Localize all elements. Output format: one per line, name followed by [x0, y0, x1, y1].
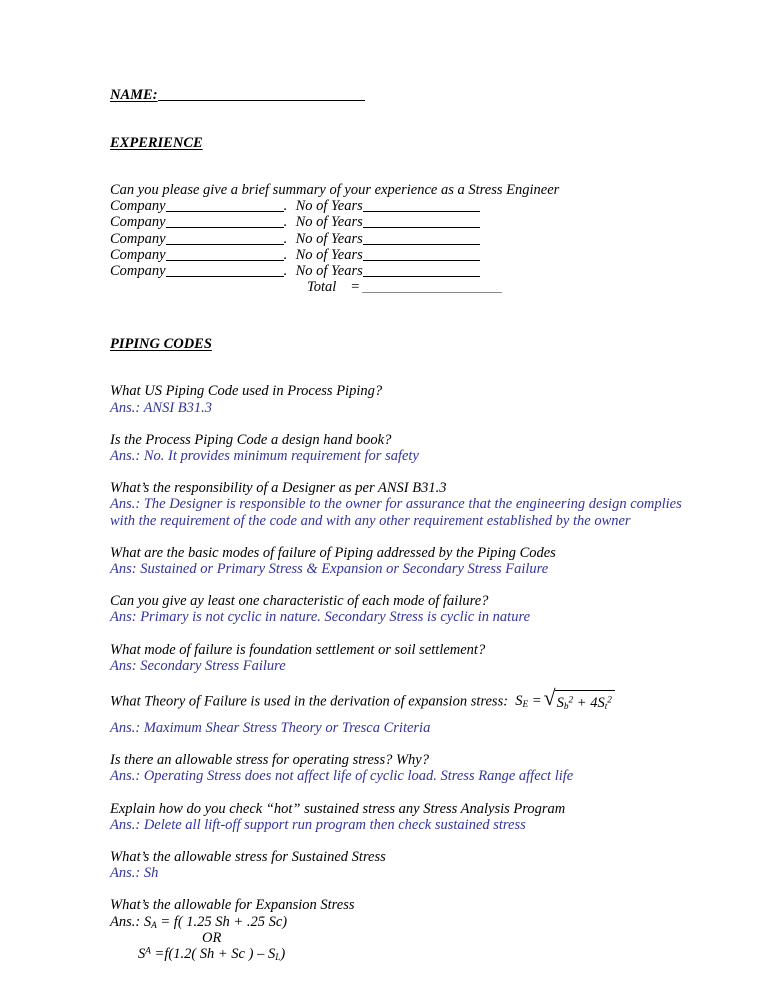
company-label: Company: [110, 262, 166, 279]
years-input-blank[interactable]: [363, 260, 480, 261]
company-input-blank[interactable]: [166, 227, 284, 228]
years-input-blank[interactable]: [363, 227, 480, 228]
company-input-blank[interactable]: [166, 276, 284, 277]
question-text: What Theory of Failure is used in the derivation of expansion stress:: [110, 693, 509, 710]
experience-total-row: [110, 279, 690, 295]
section-heading-piping-codes: PIPING CODES: [110, 336, 212, 353]
experience-intro: Can you please give a brief summary of your experience as a Stress Engineer: [110, 182, 560, 198]
qa-block: [110, 432, 690, 464]
years-label: No of Years: [295, 230, 363, 247]
radicand-term1-var: S: [556, 694, 564, 711]
qa-block: [110, 480, 690, 529]
spacer: [110, 295, 690, 335]
answer-text: Ans.: Maximum Shear Stress Theory or Tresca Criteria: [110, 719, 431, 736]
name-field-row: [110, 86, 690, 104]
experience-row: [110, 214, 690, 230]
formula-or-label: OR: [202, 929, 222, 946]
section-heading-experience-wrap: [110, 134, 690, 152]
qa-block: [110, 752, 690, 784]
total-equals-sign: =: [350, 279, 361, 296]
company-label: Company: [110, 246, 166, 263]
question-text: What are the basic modes of failure of Piping addressed by the Piping Codes: [110, 544, 556, 561]
row-separator: .: [283, 262, 288, 279]
answer-text: Ans.: Sh: [110, 865, 159, 882]
spacer: [110, 353, 690, 383]
question-text: What’s the responsibility of a Designer as per ANSI B31.3: [110, 480, 447, 497]
name-field-label: NAME:: [110, 87, 158, 103]
total-label: Total: [307, 279, 337, 296]
experience-row: [110, 231, 690, 247]
formula-lhs-subscript: E: [522, 700, 529, 711]
question-text: Can you give ay least one characteristic of each mode of failure?: [110, 593, 489, 610]
years-label: No of Years: [295, 214, 363, 231]
answer-text: Ans: Primary is not cyclic in nature. Secondary Stress is cyclic in nature: [110, 609, 531, 626]
row-separator: .: [283, 230, 288, 247]
formula-lhs-var: S: [515, 693, 523, 710]
question-text: What’s the allowable stress for Sustained Stress: [110, 849, 386, 865]
formula-equals: =: [531, 693, 542, 710]
company-input-blank[interactable]: [166, 211, 284, 212]
row-separator: .: [283, 198, 288, 215]
formula-b-closing-paren: ): [280, 946, 286, 963]
radicand-term2-superscript: 2: [607, 695, 612, 706]
years-label: No of Years: [295, 262, 363, 279]
row-separator: .: [283, 214, 288, 231]
experience-row: [110, 247, 690, 263]
radical-sign-glyph: √: [543, 685, 556, 710]
answer-text: Ans.: Delete all lift-off support run program then check sustained stress: [110, 816, 526, 833]
company-input-blank[interactable]: [166, 244, 284, 245]
radicand-term1-subscript: b: [563, 702, 569, 713]
question-text: Is the Process Piping Code a design hand book?: [110, 431, 392, 448]
section-heading-experience: EXPERIENCE: [110, 135, 203, 151]
company-label: Company: [110, 198, 166, 215]
radicand-term2-var: S: [597, 694, 605, 711]
qa-block-expansion-allowable: [110, 897, 690, 962]
qa-block: [110, 383, 690, 415]
spacer: [110, 152, 690, 182]
radicand-term2-subscript: t: [604, 702, 608, 713]
formula-a-expression: = f( 1.25 Sh + .25 Sc): [156, 913, 288, 930]
answer-text: Ans: Secondary Stress Failure: [110, 657, 286, 674]
years-label: No of Years: [295, 246, 363, 263]
section-heading-piping-codes-wrap: [110, 335, 690, 353]
radicand-term2-coefficient: 4: [590, 694, 598, 711]
row-separator: .: [283, 246, 288, 263]
question-text: What’s the allowable for Expansion Stress: [110, 897, 355, 914]
formula-b-subscript: L: [275, 953, 281, 964]
document-body: [110, 86, 690, 978]
answer-text: Ans.: The Designer is responsible to the owner for assurance that the engineering design complies with the requirement of the code and with any other requirement established by the owner: [110, 496, 682, 529]
company-input-blank[interactable]: [166, 260, 284, 261]
years-input-blank[interactable]: [363, 211, 480, 212]
experience-row: [110, 263, 690, 279]
company-label: Company: [110, 214, 166, 231]
name-field-blank[interactable]: [158, 100, 365, 101]
spacer: [110, 104, 690, 134]
question-with-formula-row: [110, 685, 690, 714]
total-input-blank[interactable]: [362, 292, 502, 293]
qa-block: [110, 545, 690, 577]
radicand: [555, 690, 615, 714]
answer-text: Ans: Sustained or Primary Stress & Expansion or Secondary Stress Failure: [110, 560, 549, 577]
qa-block-with-formula: [110, 685, 690, 736]
formula-a-var: S: [143, 913, 152, 930]
radicand-term1-superscript: 2: [568, 695, 574, 706]
formula-b-superscript: A: [145, 946, 151, 957]
qa-block: [110, 801, 690, 833]
years-input-blank[interactable]: [363, 244, 480, 245]
formula-b-var: S: [138, 946, 146, 963]
qa-block: [110, 593, 690, 625]
answer-text: Ans.: ANSI B31.3: [110, 399, 213, 416]
formula-b-expression: =f(1.2( Sh + Sc ) – S: [150, 946, 276, 963]
answer-prefix: Ans.:: [110, 913, 144, 930]
formula-a-subscript: A: [151, 920, 157, 931]
company-label: Company: [110, 230, 166, 247]
qa-block: [110, 642, 690, 674]
answer-formula-b: [110, 946, 690, 962]
radicand-operator: +: [576, 694, 587, 711]
square-root-symbol: [543, 685, 615, 714]
expansion-stress-formula: [508, 685, 615, 713]
question-text: Is there an allowable stress for operating stress? Why?: [110, 752, 429, 769]
answer-formula-a: [110, 914, 690, 930]
qa-block: [110, 849, 690, 881]
answer-text: Ans.: Operating Stress does not affect life of cyclic load. Stress Range affect life: [110, 768, 574, 785]
years-label: No of Years: [295, 198, 363, 215]
question-text: What US Piping Code used in Process Piping?: [110, 383, 383, 400]
question-text: Explain how do you check “hot” sustained stress any Stress Analysis Program: [110, 800, 566, 817]
question-text: What mode of failure is foundation settlement or soil settlement?: [110, 641, 486, 658]
experience-row: [110, 198, 690, 214]
years-input-blank[interactable]: [363, 276, 480, 277]
answer-text: Ans.: No. It provides minimum requirement for safety: [110, 447, 419, 464]
